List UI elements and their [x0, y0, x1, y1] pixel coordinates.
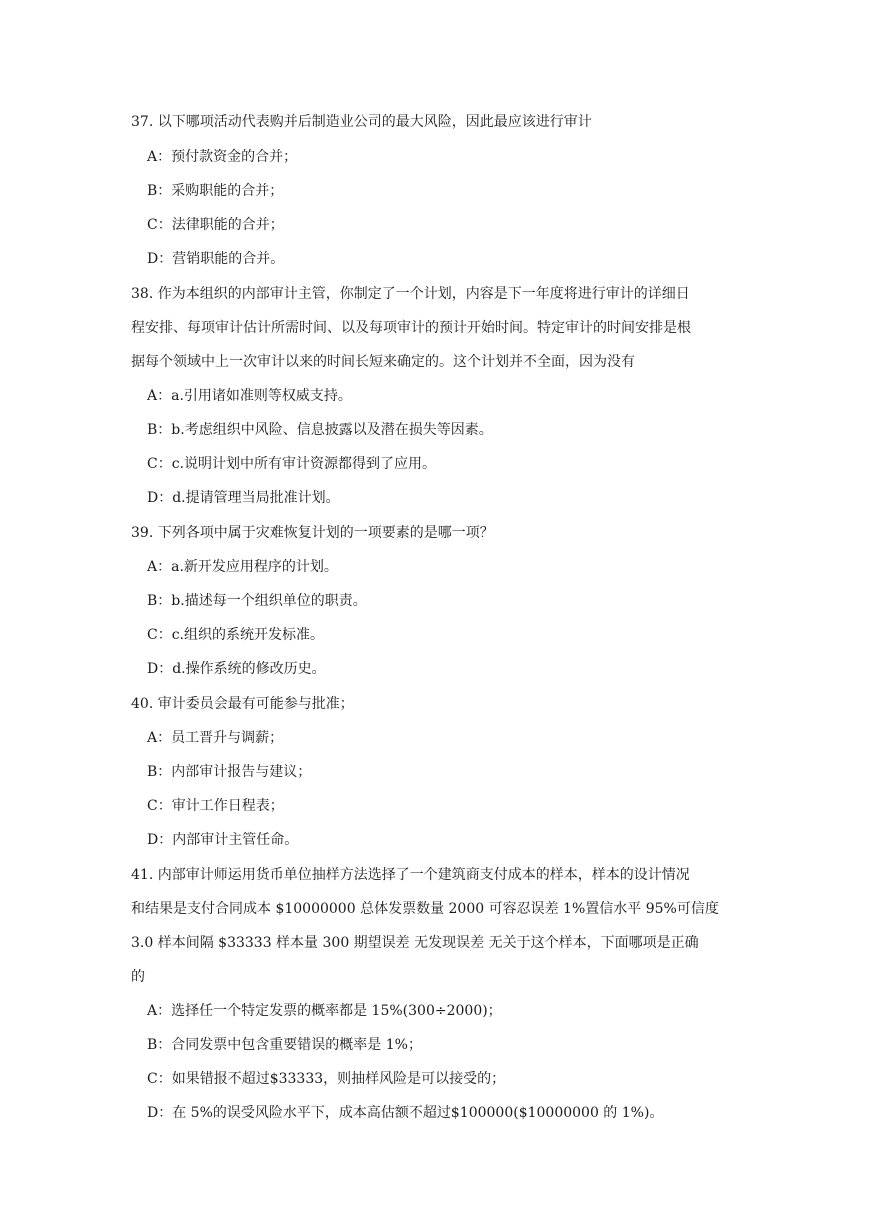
question-41-option-c: C：如果错报不超过$33333，则抽样风险是可以接受的；	[147, 1071, 506, 1087]
question-38-option-d: D：d.提请管理当局批准计划。	[147, 490, 340, 506]
question-37-line-1: 37. 以下哪项活动代表购并后制造业公司的最大风险，因此最应该进行审计	[131, 114, 592, 130]
question-41-option-a: A：选择任一个特定发票的概率都是 15%(300÷2000)；	[147, 1003, 502, 1019]
question-37-option-a: A：预付款资金的合并；	[147, 149, 298, 165]
question-38-option-b: B：b.考虑组织中风险、信息披露以及潜在损失等因素。	[147, 422, 493, 438]
question-37-option-d: D：营销职能的合并。	[147, 251, 285, 267]
question-41-line-4: 的	[131, 969, 145, 985]
question-41-option-d: D：在 5%的误受风险水平下，成本高估额不超过$100000($10000000 的 1%)。	[147, 1105, 664, 1121]
question-37-option-b: B：采购职能的合并；	[147, 183, 284, 199]
question-41-option-b: B：合同发票中包含重要错误的概率是 1%；	[147, 1037, 422, 1053]
question-38-line-1: 38. 作为本组织的内部审计主管，你制定了一个计划，内容是下一年度将进行审计的详细日	[131, 286, 690, 302]
question-38-option-c: C：c.说明计划中所有审计资源都得到了应用。	[147, 456, 437, 472]
question-38-line-3: 据每个领域中上一次审计以来的时间长短来确定的。这个计划并不全面，因为没有	[131, 354, 635, 370]
question-38-option-a: A：a.引用诸如准则等权威支持。	[147, 388, 352, 404]
question-38-line-2: 程安排、每项审计估计所需时间、以及每项审计的预计开始时间。特定审计的时间安排是根	[131, 320, 691, 336]
question-39-line-1: 39. 下列各项中属于灾难恢复计划的一项要素的是哪一项？	[131, 525, 494, 541]
question-40-option-d: D：内部审计主管任命。	[147, 832, 299, 848]
question-39-option-a: A：a.新开发应用程序的计划。	[147, 559, 338, 575]
question-41-line-1: 41. 内部审计师运用货币单位抽样方法选择了一个建筑商支付成本的样本，样本的设计情况	[131, 867, 690, 883]
question-41-line-3: 3.0 样本间隔 $33333 样本量 300 期望误差 无发现误差 无关于这个样本，下面哪项是正确	[131, 935, 699, 951]
question-39-option-d: D：d.操作系统的修改历史。	[147, 661, 326, 677]
question-39-option-c: C：c.组织的系统开发标准。	[147, 627, 325, 643]
question-40-option-a: A：员工晋升与调薪；	[147, 730, 284, 746]
question-40-option-c: C：审计工作日程表；	[147, 798, 284, 814]
question-39-option-b: B：b.描述每一个组织单位的职责。	[147, 593, 367, 609]
question-37-option-c: C：法律职能的合并；	[147, 217, 284, 233]
question-41-line-2: 和结果是支付合同成本 $10000000 总体发票数量 2000 可容忍误差 1%置信水平 95%可信度	[131, 901, 719, 917]
question-40-line-1: 40. 审计委员会最有可能参与批准；	[131, 696, 354, 712]
question-40-option-b: B：内部审计报告与建议；	[147, 764, 312, 780]
